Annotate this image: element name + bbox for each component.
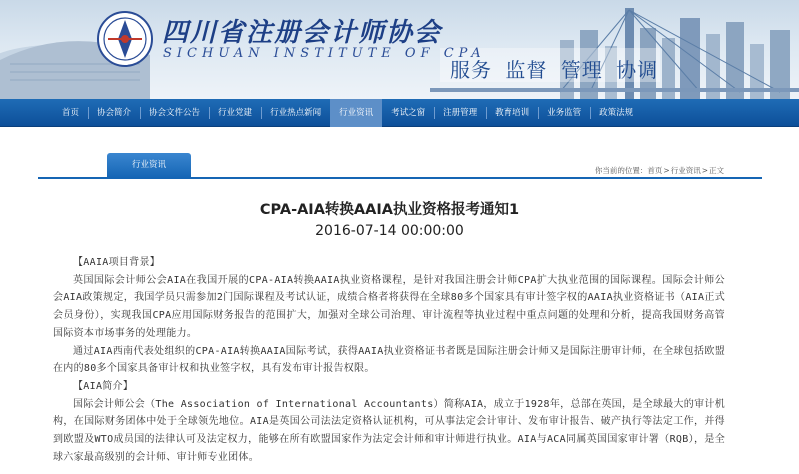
nav-item-home[interactable]: 首页 [62, 108, 80, 118]
slogan-word: 管理 [560, 58, 603, 82]
article-paragraph: 【AIA简介】 [73, 380, 134, 392]
section-divider [38, 177, 762, 179]
nav-item-education[interactable]: 教育培训 [486, 99, 538, 127]
section-tab[interactable]: 行业资讯 [107, 153, 191, 178]
breadcrumb-section-link[interactable]: 行业资讯 [670, 166, 701, 175]
nav-item-supervision[interactable]: 业务监管 [538, 99, 590, 127]
breadcrumb [595, 165, 724, 176]
slogan-word: 服务 [450, 58, 492, 82]
article-paragraph: 通过AIA西南代表处组织的CPA-AIA转换AAIA国际考试，获得AAIA执业资格证书者既是国际注册会计师又是国际注册审计师，在全球包括欧盟在内的80多个国家具备审计权和执业签字权，具有发布审计报告权限。 [53, 345, 725, 375]
article-title: CPA-AIA转换AAIA执业资格报考通知1 [259, 202, 520, 218]
article-date: 2016-07-14 00:00:00 [315, 223, 464, 239]
article-paragraph: 国际会计师公会（The Association of International Accountants）简称AIA，成立于1928年，总部在英国，是全球最大的审计机构，在国际财务团体中处于全球领先地位。AIA是英国公司法法定资格认证机构，可从事法定会计审计、发布审计报告、破产执行等法定工作，并得到欧盟及WTO成员国的法律认可及法定权力，能够在所有欧盟国家作为法定会计师和审计师进行执业。AIA与ACA同属英国国家审计署（RQB），是全球六家最高级别的会计师、审计师专业团体。 [53, 398, 725, 463]
breadcrumb-home-link[interactable]: 首页 [647, 166, 663, 175]
nav-item-exam[interactable]: 考试之窗 [391, 108, 426, 118]
cpa-logo-icon[interactable] [96, 10, 154, 68]
nav-item-announcements[interactable]: 协会文件公告 [140, 99, 209, 127]
section-header [0, 153, 799, 178]
slogan-word: 协调 [616, 58, 659, 82]
breadcrumb-separator: > [701, 166, 708, 175]
nav-item-industry-info[interactable]: 行业资讯 [330, 99, 382, 127]
nav-item-party-building[interactable]: 行业党建 [209, 99, 261, 127]
site-title: 四川省注册会计师协会 [162, 18, 443, 48]
breadcrumb-prefix: 你当前的位置： [594, 166, 648, 175]
nav-item-registration[interactable]: 注册管理 [434, 99, 486, 127]
article-body [53, 254, 725, 466]
site-subtitle: SICHUAN INSTITUTE OF CPA [163, 46, 486, 61]
article-paragraph: 【AAIA项目背景】 [73, 257, 161, 268]
breadcrumb-separator: > [663, 166, 670, 175]
site-slogan [450, 54, 664, 83]
main-nav [0, 99, 799, 127]
nav-item-hot-news[interactable]: 行业热点新闻 [261, 99, 330, 127]
nav-item-policy[interactable]: 政策法规 [590, 99, 642, 127]
breadcrumb-current: 正文 [709, 166, 724, 175]
site-banner [0, 0, 799, 99]
nav-item-about[interactable]: 协会简介 [88, 99, 140, 127]
article-paragraph: 英国国际会计师公会AIA在我国开展的CPA-AIA转换AAIA执业资格课程，是针对我国注册会计师CPA扩大执业范围的国际课程。国际会计师公会AIA政策规定，我国学员只需参加2门国际课程及考试认证，成绩合格者将获得在全球80多个国家具有审计签字权的AAIA执业资格证书（AIA正式会员身份），实现我国CPA应用国际财务报告的范围扩大，加强对全球公司治理、审计流程等执业过程中重点问题的处理和分析，提高我国财务高管国际资本市场事务的处理能力。 [53, 274, 725, 339]
slogan-word: 监督 [505, 58, 548, 82]
